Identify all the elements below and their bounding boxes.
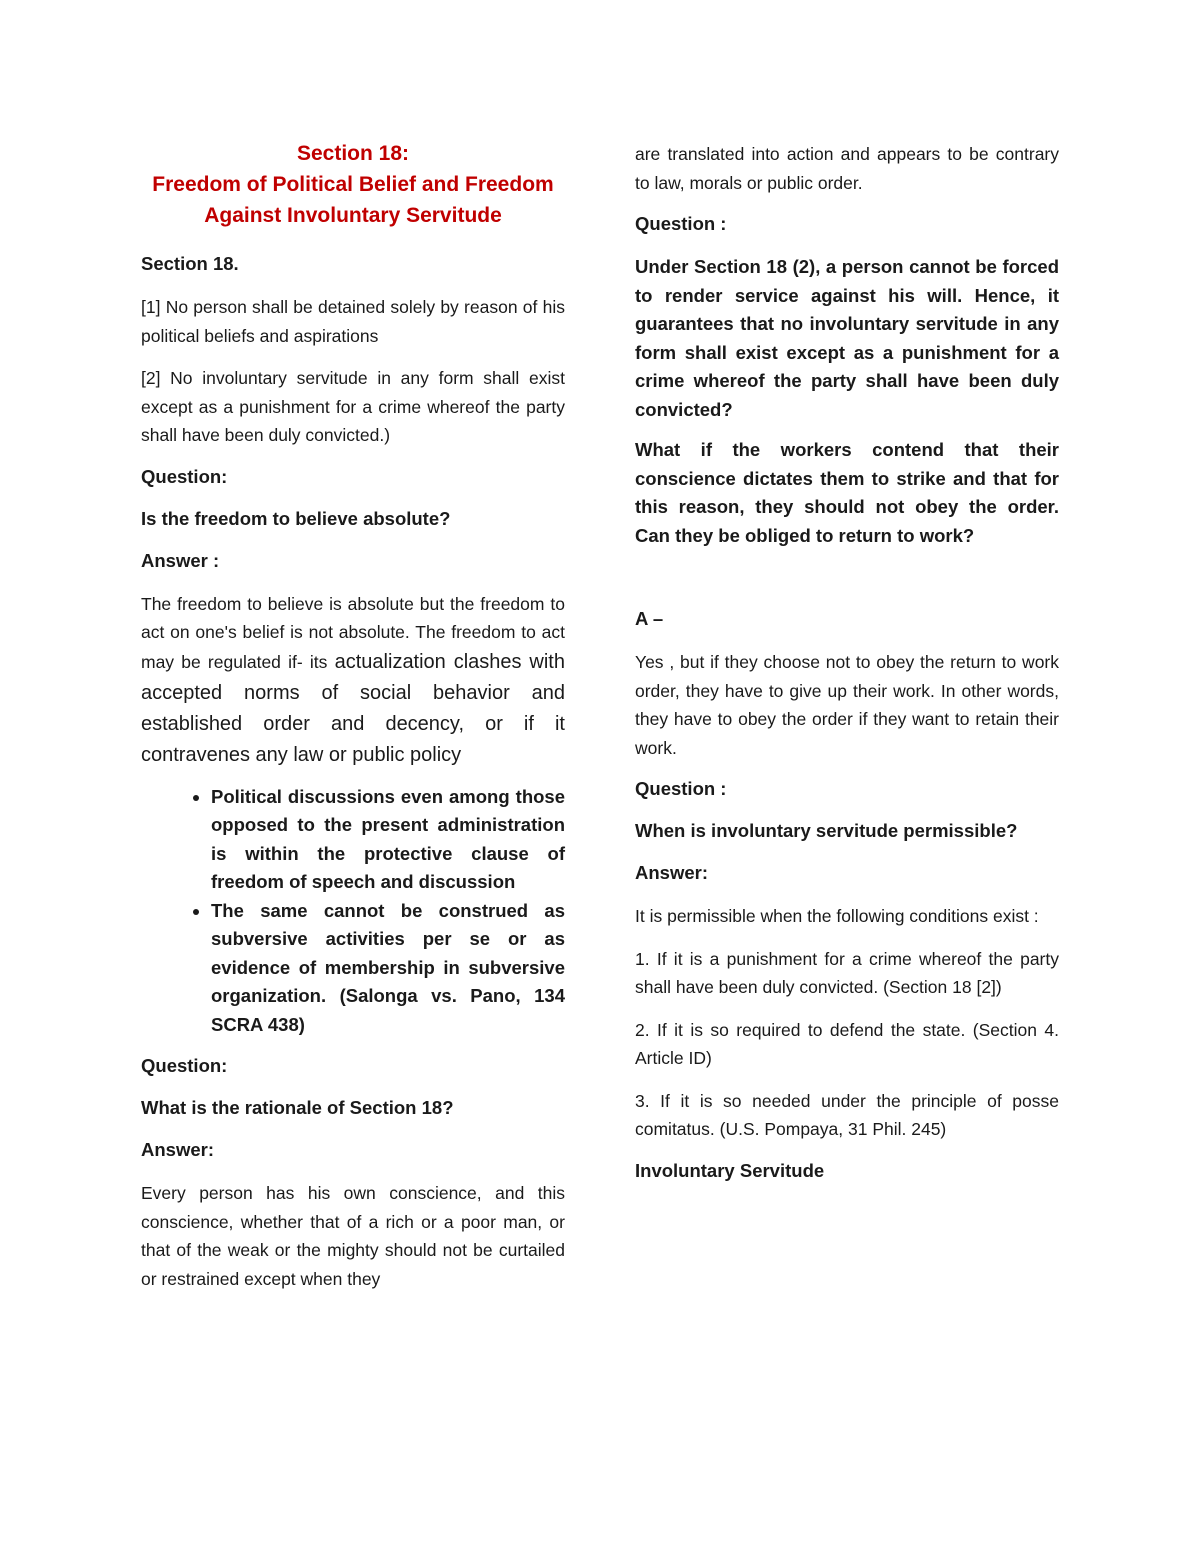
answer-text xyxy=(141,590,565,771)
section-heading: Section 18. xyxy=(141,253,239,274)
question-text: What is the rationale of Section 18? xyxy=(141,1097,454,1118)
condition-item: 1. If it is a punishment for a crime whereof the party shall have been duly convicted. (Section 18 [2]) xyxy=(635,948,1059,997)
closing-heading: Involuntary Servitude xyxy=(635,1159,825,1181)
answer-text: Every person has his own conscience, and this conscience, whether that of a rich or a poor man, or that of the weak or the mighty should not be curtailed or restrained except when they xyxy=(141,1183,565,1289)
answer-label: A – xyxy=(635,608,664,629)
question-text: Is the freedom to believe absolute? xyxy=(141,507,451,529)
answer-text-part: The freedom to believe is absolute but the freedom to act on one's belief is not absolute. The freedom to act may be regulated if- its xyxy=(141,593,565,672)
condition-item: 3. If it is so needed under the principle of posse comitatus. (U.S. Pompaya, 31 Phil. 245) xyxy=(635,1090,1059,1139)
question-text: Under Section 18 (2), a person cannot be forced to render service against his will. Hence, it guarantees that no involuntary servitude in any form shall exist except as a punishment for a crime whereof the party shall have been duly convicted? xyxy=(635,256,1059,420)
provision-2: [2] No involuntary servitude in any form shall exist except as a punishment for a crime whereof the party shall have been duly convicted.) xyxy=(141,368,565,445)
condition-item: 2. If it is so required to defend the state. (Section 4. Article ID) xyxy=(635,1019,1059,1068)
question-label: Question: xyxy=(141,1055,228,1076)
title-line: Freedom of Political Belief and Freedom xyxy=(152,173,554,196)
answer-text-part-large: actualization clashes with accepted norms of social behavior and established order and decency, or if it contravenes any law or public policy xyxy=(141,650,565,766)
title-line: Section 18: xyxy=(296,142,410,165)
question-label: Question : xyxy=(635,213,727,234)
document-title xyxy=(141,138,565,231)
question-label: Question : xyxy=(635,778,727,799)
answer-text: Yes , but if they choose not to obey the return to work order, they have to give up their work. In other words, they have to obey the order if they want to retain their work. xyxy=(635,652,1059,758)
question-label: Question: xyxy=(141,465,228,487)
bullet-list xyxy=(141,783,565,1040)
right-column xyxy=(635,140,1059,1200)
bullet-item: • The same cannot be construed as subversive activities per se or as evidence of membership in subversive organization. (Salonga vs. Pano, 134 SCRA 438) xyxy=(211,897,565,1040)
answer-intro: It is permissible when the following conditions exist : xyxy=(635,906,1039,926)
question-followup: What if the workers contend that their conscience dictates them to strike and that for this reason, they should not obey the order. Can they be obliged to return to work? xyxy=(635,439,1059,546)
left-column xyxy=(141,138,565,1307)
question-text: When is involuntary servitude permissible? xyxy=(635,820,1018,841)
continuation-text: are translated into action and appears to be contrary to law, morals or public order. xyxy=(635,144,1059,193)
title-line: Against Involuntary Servitude xyxy=(204,204,502,227)
answer-label: Answer : xyxy=(141,549,220,571)
bullet-item: • Political discussions even among those opposed to the present administration is within the protective clause of freedom of speech and discussion xyxy=(211,783,565,897)
answer-label: Answer: xyxy=(635,862,708,883)
spacer xyxy=(635,562,1059,606)
provision-1: [1] No person shall be detained solely by reason of his political beliefs and aspirations xyxy=(141,297,565,346)
answer-label: Answer: xyxy=(141,1139,214,1160)
